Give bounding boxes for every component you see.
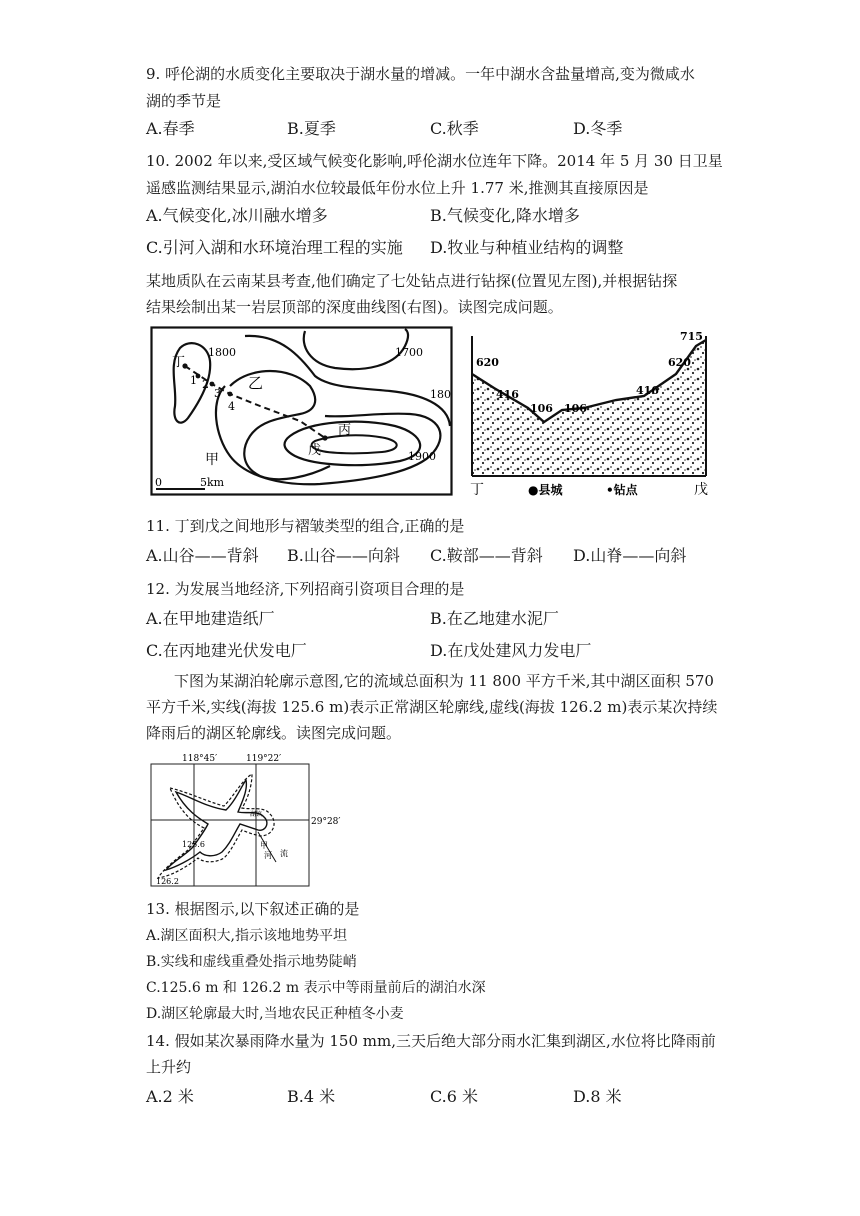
map-label-p1: 1 bbox=[190, 374, 197, 387]
intro-2-line-2: 平方千米,实线(海拔 125.6 m)表示正常湖区轮廓线,虚线(海拔 126.2 m)表示某次持续 bbox=[146, 698, 718, 716]
contour-1700 bbox=[304, 329, 408, 369]
contour-label-125: 125.6 bbox=[182, 840, 205, 849]
lat-label: 29°28′ bbox=[311, 817, 341, 827]
q9-option-d[interactable]: D.冬季 bbox=[573, 119, 623, 138]
river-label-3: 流 bbox=[280, 849, 288, 858]
map-label-bing: 丙 bbox=[338, 423, 352, 438]
intro-1-line-1: 某地质队在云南某县考查,他们确定了七处钻点进行钻探(位置见左图),并根据钻探 bbox=[146, 272, 678, 290]
river-label-1: 甲 bbox=[260, 841, 268, 850]
profile-label-715: 715 bbox=[680, 330, 703, 343]
q12-option-a[interactable]: A.在甲地建造纸厂 bbox=[146, 609, 275, 628]
q10-stem-line-2: 遥感监测结果显示,湖泊水位较最低年份水位上升 1.77 米,推测其直接原因是 bbox=[146, 179, 649, 197]
legend-drill-point: •钻点 bbox=[606, 483, 638, 497]
profile-label-106-a: 106 bbox=[530, 402, 553, 415]
q10-option-c[interactable]: C.引河入湖和水环境治理工程的实施 bbox=[146, 238, 403, 257]
drill-map-figure bbox=[150, 326, 453, 496]
map-label-wu: 戊 bbox=[308, 443, 322, 458]
map-label-jia: 甲 bbox=[205, 452, 219, 468]
profile-label-106-b: 106 bbox=[564, 402, 587, 415]
q14-option-c[interactable]: C.6 米 bbox=[430, 1087, 479, 1106]
q14-stem-line-2: 上升约 bbox=[146, 1058, 192, 1076]
profile-label-620-right: 620 bbox=[668, 356, 691, 369]
map-scale-5km: 5km bbox=[200, 476, 225, 489]
q9-option-c[interactable]: C.秋季 bbox=[430, 119, 479, 138]
q13-option-b[interactable]: B.实线和虚线重叠处指示地势陡峭 bbox=[146, 954, 357, 970]
contour-label-126: 126.2 bbox=[156, 877, 179, 886]
map-label-yi: 乙 bbox=[248, 374, 264, 392]
map-label-1700: 1700 bbox=[395, 346, 423, 359]
contour-inner-1 bbox=[285, 422, 421, 465]
profile-label-416-right: 416 bbox=[636, 384, 659, 397]
map-label-ding: 丁 bbox=[172, 355, 186, 370]
lon-label-1: 118°45′ bbox=[182, 754, 218, 764]
map-label-p3: 3 bbox=[214, 387, 221, 400]
q10-option-d[interactable]: D.牧业与种植业结构的调整 bbox=[430, 238, 624, 257]
q9-option-a[interactable]: A.春季 bbox=[146, 119, 195, 138]
map-label-p4: 4 bbox=[228, 400, 235, 413]
q14-option-d[interactable]: D.8 米 bbox=[573, 1087, 622, 1106]
intro-1-line-2: 结果绘制出某一岩层顶部的深度曲线图(右图)。读图完成问题。 bbox=[146, 298, 563, 316]
q10-option-b[interactable]: B.气候变化,降水增多 bbox=[430, 206, 580, 225]
map-label-180: 180 bbox=[430, 388, 451, 401]
q11-option-c[interactable]: C.鞍部——背斜 bbox=[430, 546, 543, 565]
q12-stem: 12. 为发展当地经济,下列招商引资项目合理的是 bbox=[146, 580, 465, 598]
q9-stem-line-2: 湖的季节是 bbox=[146, 92, 222, 110]
town-label: 湖镇 bbox=[250, 811, 263, 818]
q12-option-c[interactable]: C.在丙地建光伏发电厂 bbox=[146, 641, 307, 660]
q14-option-b[interactable]: B.4 米 bbox=[287, 1087, 336, 1106]
map-label-1800: 1800 bbox=[208, 346, 236, 359]
map-scale-0: 0 bbox=[155, 476, 162, 489]
legend-county: ●县城 bbox=[528, 483, 563, 497]
q13-option-d[interactable]: D.湖区轮廓最大时,当地农民正种植冬小麦 bbox=[146, 1006, 404, 1022]
q14-option-a[interactable]: A.2 米 bbox=[146, 1087, 194, 1106]
intro-2-line-1: 下图为某湖泊轮廓示意图,它的流域总面积为 11 800 平方千米,其中湖区面积 570 bbox=[174, 672, 714, 690]
q10-option-a[interactable]: A.气候变化,冰川融水增多 bbox=[146, 206, 328, 225]
river-label-2: 河 bbox=[264, 851, 272, 860]
q11-option-a[interactable]: A.山谷——背斜 bbox=[146, 546, 259, 565]
profile-end-ding: 丁 bbox=[470, 482, 484, 498]
q10-stem-line-1: 10. 2002 年以来,受区域气候变化影响,呼伦湖水位连年下降。2014 年 5 月 30 日卫星 bbox=[146, 152, 723, 170]
q11-stem: 11. 丁到戊之间地形与褶皱类型的组合,正确的是 bbox=[146, 517, 465, 535]
q11-option-d[interactable]: D.山脊——向斜 bbox=[573, 546, 687, 565]
q13-option-a[interactable]: A.湖区面积大,指示该地地势平坦 bbox=[146, 928, 348, 944]
profile-label-416-left: 416 bbox=[496, 388, 519, 401]
q12-option-b[interactable]: B.在乙地建水泥厂 bbox=[430, 609, 559, 628]
map-label-1900: 1900 bbox=[408, 450, 436, 463]
q14-stem-line-1: 14. 假如某次暴雨降水量为 150 mm,三天后绝大部分雨水汇集到湖区,水位将比降雨前 bbox=[146, 1032, 716, 1050]
profile-label-620-left: 620 bbox=[476, 356, 499, 369]
lake-outline-figure bbox=[146, 752, 356, 892]
q11-option-b[interactable]: B.山谷——向斜 bbox=[287, 546, 400, 565]
lon-label-2: 119°22′ bbox=[246, 754, 282, 764]
q9-stem-line-1: 9. 呼伦湖的水质变化主要取决于湖水量的增减。一年中湖水含盐量增高,变为微咸水 bbox=[146, 65, 695, 83]
intro-2-line-3: 降雨后的湖区轮廓线。读图完成问题。 bbox=[146, 724, 402, 742]
depth-profile-figure bbox=[466, 326, 710, 500]
lake-flood-outline bbox=[158, 774, 274, 878]
profile-end-wu: 戊 bbox=[694, 482, 708, 498]
q9-option-b[interactable]: B.夏季 bbox=[287, 119, 336, 138]
map-label-p2: 2 bbox=[202, 378, 209, 391]
q13-option-c[interactable]: C.125.6 m 和 126.2 m 表示中等雨量前后的湖泊水深 bbox=[146, 980, 486, 996]
q12-option-d[interactable]: D.在戊处建风力发电厂 bbox=[430, 641, 592, 660]
lake-normal-outline bbox=[166, 780, 267, 870]
q13-stem: 13. 根据图示,以下叙述正确的是 bbox=[146, 900, 360, 918]
